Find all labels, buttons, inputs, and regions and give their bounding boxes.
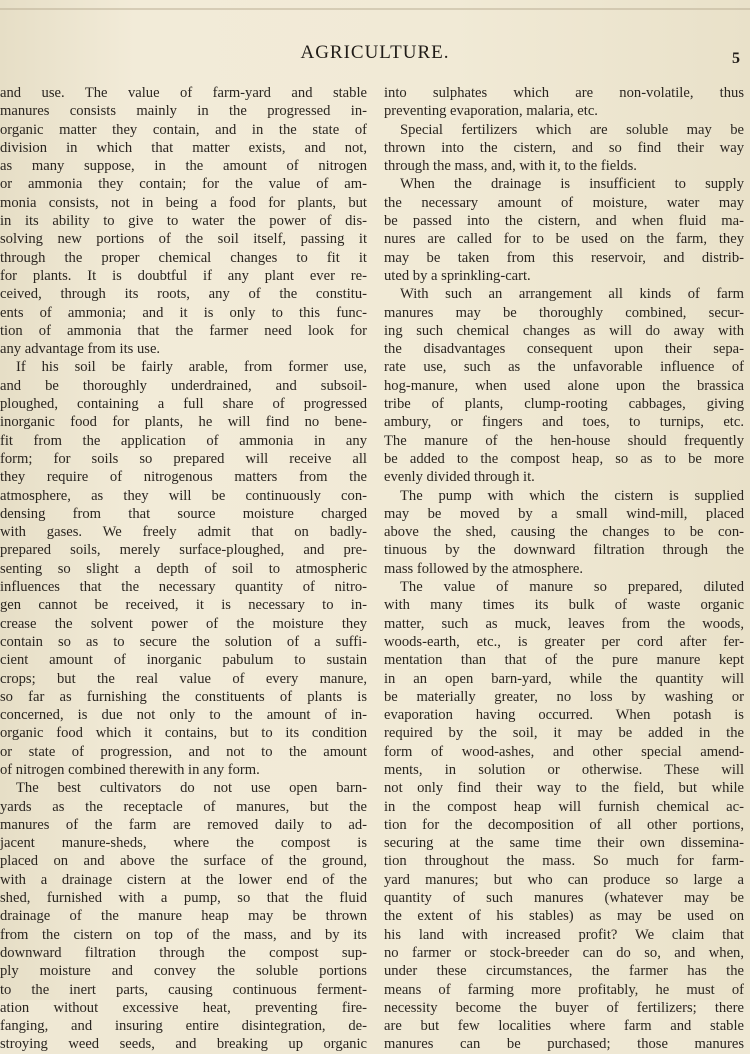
text-line: crease the solvent power of the moisture they	[0, 615, 367, 632]
text-line: in an open barn-yard, while the quantity will	[384, 670, 744, 687]
text-line: If his soil be fairly arable, from former use,	[16, 359, 367, 376]
text-line: ambury, or fingers and toes, to turnips, etc.	[384, 414, 744, 431]
text-column-left	[0, 84, 367, 1054]
text-line: be materially greater, no loss by washing or	[384, 688, 744, 705]
text-line: hog-manure, when used alone upon the brassica	[384, 377, 744, 394]
text-line: ents of ammonia; and it is only to this func-	[0, 304, 367, 321]
text-line: preventing evaporation, malaria, etc.	[384, 103, 598, 120]
text-line: inorganic food for plants, he will find no bene-	[0, 414, 367, 431]
text-line: yards as the receptacle of manures, but the	[0, 798, 367, 815]
text-line: necessity become the buyer of fertilizers; there	[384, 999, 744, 1016]
text-line: form; for soils so prepared will receive all	[0, 450, 367, 467]
text-line: yard manures; but who can produce so large a	[384, 871, 744, 888]
text-line: ation without excessive heat, preventing fire-	[0, 999, 367, 1016]
text-line: his land with increased profit? We claim that	[384, 926, 744, 943]
text-line: The best cultivators do not use open barn-	[16, 780, 367, 797]
text-line: stroying weed seeds, and breaking up organic	[0, 1036, 367, 1053]
text-line: influences that the necessary quantity of nitro-	[0, 579, 367, 596]
text-line: the necessary amount of moisture, water may	[384, 194, 744, 211]
text-line: so far as furnishing the constituents of plants is	[0, 688, 367, 705]
text-line: manures can be purchased; those manures	[384, 1036, 744, 1053]
text-line: be added to the compost heap, so as to be more	[384, 450, 744, 467]
text-line: organic matter they contain, and in the state of	[0, 121, 367, 138]
text-line: may be taken from this reservoir, and distrib-	[384, 249, 744, 266]
text-line: division in which that matter exists, and not,	[0, 139, 367, 156]
text-line: thrown into the cistern, and so find their way	[384, 139, 744, 156]
text-line: under these circumstances, the farmer has the	[384, 963, 744, 980]
text-line: jacent manure-sheds, where the compost is	[0, 835, 367, 852]
text-line: atmosphere, as they will be continuously con-	[0, 487, 367, 504]
text-line: With such an arrangement all kinds of farm	[400, 286, 744, 303]
text-line: ploughed, containing a full share of progressed	[0, 396, 367, 413]
text-line: quantity of such manures (whatever may be	[384, 890, 744, 907]
running-title: AGRICULTURE.	[300, 42, 450, 63]
text-line: securing at the same time their own dissemina-	[384, 835, 744, 852]
text-line: mentation than that of the pure manure kept	[384, 652, 744, 669]
text-line: required by the soil, it may be added in the	[384, 725, 744, 742]
text-line: tinuous by the downward filtration through the	[384, 542, 744, 559]
text-line: gen cannot be received, it is necessary to in-	[0, 597, 367, 614]
text-line: senting so slight a depth of soil to atmospheric	[0, 560, 367, 577]
text-line: in the compost heap will furnish chemical ac-	[384, 798, 744, 815]
text-line: downward filtration through the compost sup-	[0, 944, 367, 961]
text-line: shed, furnished with a pump, so that the fluid	[0, 890, 367, 907]
text-line: cient amount of inorganic pabulum to sustain	[0, 652, 367, 669]
text-line: ments, in solution or otherwise. These will	[384, 761, 744, 778]
text-line: in its ability to give to water the power of dis-	[0, 213, 367, 230]
text-line: as many suppose, in the amount of nitrogen	[0, 158, 367, 175]
text-line: through the mass, and, with it, to the fields.	[384, 158, 637, 175]
text-line: tribe of plants, clump-rooting cabbages, giving	[384, 396, 744, 413]
text-line: or ammonia they contain; for the value of am-	[0, 176, 367, 193]
text-line: densing from that source moisture charged	[0, 505, 367, 522]
text-line: Special fertilizers which are soluble may be	[400, 121, 744, 138]
text-line: placed on and above the surface of the ground,	[0, 853, 367, 870]
text-line: and be thoroughly underdrained, and subsoil-	[0, 377, 367, 394]
text-line: are but few localities where farm and stable	[384, 1018, 744, 1035]
text-line: evaporation having occurred. When potash is	[384, 707, 744, 724]
text-line: mass followed by the atmosphere.	[384, 560, 583, 577]
text-line: concerned, is due not only to the amount of in-	[0, 707, 367, 724]
text-line: fanging, and insuring entire disintegration, de-	[0, 1018, 367, 1035]
text-line: matter, such as muck, leaves from the woods,	[384, 615, 744, 632]
text-line: prepared soils, merely surface-ploughed, and pre-	[0, 542, 367, 559]
text-line: any advantage from its use.	[0, 341, 161, 358]
text-line: with a drainage cistern at the lower end of the	[0, 871, 367, 888]
text-line: and use. The value of farm-yard and stable	[0, 85, 367, 101]
text-line: organic food which it contains, but to its condition	[0, 725, 367, 742]
text-line: means of farming more profitably, he must of	[384, 981, 744, 998]
page-header	[0, 42, 750, 72]
text-line: the disadvantages consequent upon their sepa-	[384, 341, 744, 358]
text-line: above the shed, causing the changes to be con-	[384, 524, 744, 541]
text-column-right	[384, 84, 744, 1054]
text-line: with gases. We freely admit that on badly-	[0, 524, 367, 541]
text-line: into sulphates which are non-volatile, thus	[384, 85, 744, 101]
text-line: woods-earth, etc., is greater per cord after fer-	[384, 633, 744, 650]
text-line: through the proper chemical changes to fit it	[0, 249, 367, 266]
text-line: When the drainage is insufficient to supply	[400, 176, 744, 193]
text-line: The value of manure so prepared, diluted	[400, 579, 744, 596]
text-line: to the inert parts, causing continuous ferment-	[0, 981, 367, 998]
text-line: tion for the decomposition of all other portions,	[384, 816, 744, 833]
text-line: rate use, such as the unfavorable influence of	[384, 359, 744, 376]
text-line: solving new portions of the soil itself, passing it	[0, 231, 367, 248]
text-line: may be moved by a small wind-mill, placed	[384, 505, 744, 522]
text-line: The pump with which the cistern is supplied	[400, 487, 744, 504]
text-line: contain so as to secure the solution of a suffi-	[0, 633, 367, 650]
text-line: form of wood-ashes, and other special amend-	[384, 743, 744, 760]
text-line: tion throughout the mass. So much for farm-	[384, 853, 744, 870]
text-line: from the cistern on top of the mass, and by its	[0, 926, 367, 943]
text-line: for plants. It is doubtful if any plant ever re-	[0, 267, 367, 284]
text-line: be passed into the cistern, and when fluid ma-	[384, 213, 744, 230]
text-line: with many times its bulk of waste organic	[384, 597, 744, 614]
text-line: uted by a sprinkling-cart.	[384, 267, 531, 284]
text-line: tion of ammonia that the farmer need look for	[0, 322, 367, 339]
text-line: of nitrogen combined therewith in any form.	[0, 761, 260, 778]
text-line: ceived, through its roots, any of the constitu-	[0, 286, 367, 303]
text-line: no farmer or stock-breeder can do so, and when,	[384, 944, 744, 961]
text-line: they require of nitrogenous matters from the	[0, 469, 367, 486]
text-line: ply moisture and convey the soluble portions	[0, 963, 367, 980]
text-line: evenly divided through it.	[384, 469, 535, 486]
text-line: monia consists, not in being a food for plants, but	[0, 194, 367, 211]
text-line: the extent of his stables) as may be used on	[384, 908, 744, 925]
page-edge-shadow	[0, 8, 750, 10]
text-line: drainage of the manure heap may be thrown	[0, 908, 367, 925]
text-line: The manure of the hen-house should frequently	[384, 432, 744, 449]
text-line: ing such chemical changes as will do away with	[384, 322, 744, 339]
text-line: manures may be thoroughly combined, secur-	[384, 304, 744, 321]
text-line: nures are called for to be used on the farm, they	[384, 231, 744, 248]
text-line: manures consists mainly in the progressed in-	[0, 103, 367, 120]
text-line: crops; but the real value of every manure,	[0, 670, 367, 687]
text-line: or state of progression, and not to the amount	[0, 743, 367, 760]
text-line: manures of the farm are removed daily to ad-	[0, 816, 367, 833]
text-line: fit from the application of ammonia in any	[0, 432, 367, 449]
page-number: 5	[732, 50, 740, 67]
text-line: not only find their way to the field, but while	[384, 780, 744, 797]
